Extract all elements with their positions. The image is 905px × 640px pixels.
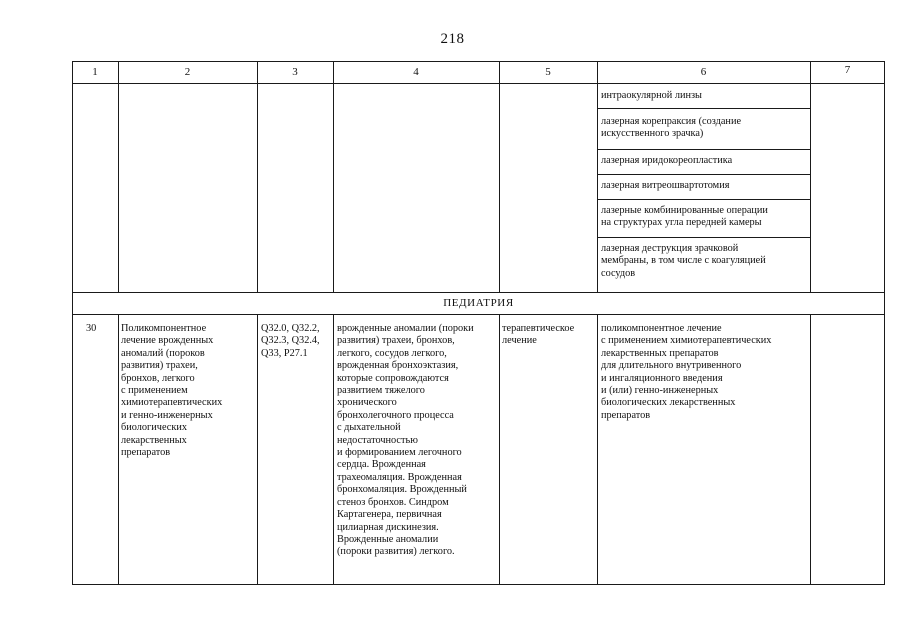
col-divider-5-top xyxy=(597,61,598,292)
item-divider xyxy=(597,149,810,150)
column-header: 7 xyxy=(844,64,851,76)
col-divider-1-bottom xyxy=(118,314,119,585)
medical-table xyxy=(72,61,885,585)
table-border-bottom xyxy=(72,584,885,585)
row-model: врожденные аномалии (пороки развития) трахеи, бронхов, легкого, сосудов легкого, врожденная бронхоэктазия, которые сопровождаются развитием тяжелого хронического бронхолегочного процесса с дыхательной недостаточностью и формированием легочного сердца. Врожденная трахеомаляция. Врожденная бронхомаляция. Врожденный стеноз бронхов. Синдром Картагенера, первичная цилиарная дискинезия. Врожденные аномалии (пороки развития) легкого. xyxy=(337,323,474,558)
column-header: 1 xyxy=(92,66,98,78)
table-border-left xyxy=(72,61,73,585)
table-border-top xyxy=(72,61,885,62)
item-divider xyxy=(597,108,810,109)
method-item: лазерная деструкция зрачковой мембраны, в том числе с коагуляцией сосудов xyxy=(601,243,766,279)
item-divider xyxy=(597,174,810,175)
section-divider-bottom xyxy=(72,314,885,315)
table-border-right xyxy=(884,61,885,585)
col-divider-4-bottom xyxy=(499,314,500,585)
col-divider-3-top xyxy=(333,61,334,292)
method-item: лазерная иридокореопластика xyxy=(601,155,733,166)
row-number: 30 xyxy=(86,323,97,334)
col-divider-2-top xyxy=(257,61,258,292)
col-divider-1-top xyxy=(118,61,119,292)
page-number: 218 xyxy=(440,31,465,47)
row-method: поликомпонентное лечение с применением химиотерапевтических лекарственных препаратов для длительного внутривенного и ингаляционного введения и (или) генно-инженерных биологических лекарственных препаратов xyxy=(601,323,772,421)
item-divider xyxy=(597,199,810,200)
col-divider-6-top xyxy=(810,61,811,292)
column-header: 4 xyxy=(413,66,419,78)
column-header: 6 xyxy=(700,66,707,78)
col-divider-2-bottom xyxy=(257,314,258,585)
row-codes: Q32.0, Q32.2, Q32.3, Q32.4, Q33, P27.1 xyxy=(261,323,320,359)
method-item: лазерная витреошвартотомия xyxy=(601,180,730,191)
col-divider-3-bottom xyxy=(333,314,334,585)
item-divider xyxy=(597,237,810,238)
header-divider xyxy=(72,83,885,84)
method-item: лазерные комбинированные операции на структурах угла передней камеры xyxy=(601,205,768,229)
row-treatment-type: терапевтическое лечение xyxy=(502,323,575,347)
method-item: лазерная корепраксия (создание искусственного зрачка) xyxy=(601,116,742,140)
column-header: 5 xyxy=(545,66,551,78)
row-name: Поликомпонентное лечение врожденных аномалий (пороков развития) трахеи, бронхов, легкого с применением химиотерапевтических и генно-инженерных биологических лекарственных препаратов xyxy=(121,323,223,459)
col-divider-5-bottom xyxy=(597,314,598,585)
column-header: 3 xyxy=(292,66,298,78)
col-divider-6-bottom xyxy=(810,314,811,585)
column-header: 2 xyxy=(184,66,191,78)
section-divider-top xyxy=(72,292,885,293)
section-title: ПЕДИАТРИЯ xyxy=(443,297,514,309)
col-divider-4-top xyxy=(499,61,500,292)
method-item: интраокулярной линзы xyxy=(601,90,702,101)
